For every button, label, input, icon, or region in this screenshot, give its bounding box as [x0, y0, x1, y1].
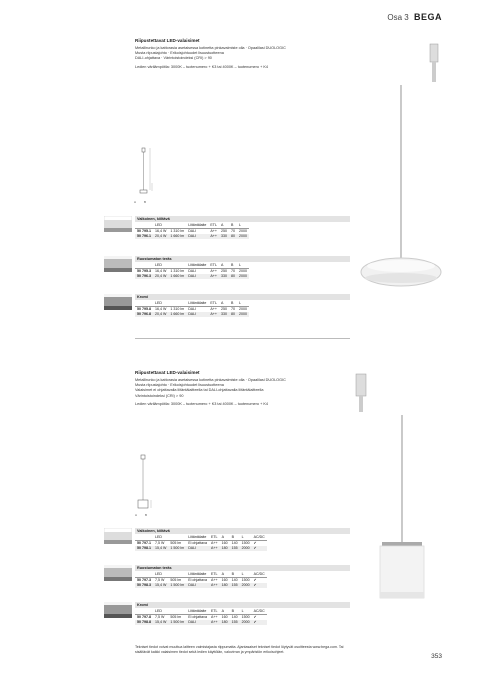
finish-swatch-chrome	[104, 602, 132, 618]
table-row: 50 797.8 7,5 W 505 lm Ei ohjattava A++ 160 140 1500 ✔	[137, 615, 257, 619]
variant-title: Valkoinen, kiiltävä	[135, 528, 350, 534]
spec-table: LED Liitäntälaite ETL A B L AC/DC 50 797.8 7,5 W 505 lm Ei ohjattava A++ 160 140 1500 ✔ 50 798.8 15,4 W 1 500 lm DALI A++ 180 155 2000 ✔	[137, 609, 265, 624]
product-block-1	[135, 38, 350, 69]
finish-swatch-chrome	[104, 294, 132, 310]
table-row: 50 797.1 7,5 W 505 lm Ei ohjattava A++ 160 140 1500 ✔	[137, 541, 257, 545]
variant-title: Ruostumaton teräs	[135, 565, 350, 571]
section-label: Osa 3	[387, 13, 409, 22]
svg-text:B: B	[145, 513, 148, 517]
footer-disclaimer: Tekniset tiedot voivat muuttua laitteen valmistajasta riippumatta. Ajantasaiset tekniset tiedot löytyvät osoitteesta www.bega.com. Tai sisältävät kaikki valaisimen tiedot sekä ledien käyttöiän, valovirran ja ympäristön erikoisohjeet.	[135, 645, 344, 654]
spec-table: LED Liitäntälaite ETL A B L AC/DC 50 797.1 7,5 W 505 lm Ei ohjattava A++ 160 140 1500 ✔ 50 798.1 15,4 W 1 500 lm DALI A++ 180 155 2000 ✔	[137, 535, 265, 550]
product-description: Metallirunko ja kattorasia asetaisessa kotinetta pinkavalmiste olla · Opaalilasi DUOLOGIC Musta riipustajohto · Erikoisjohtuudet lisuustuotteena DALI-ohjattava · Värintoistoindeksi (CRI) > 90	[135, 46, 286, 61]
table-row: 50 795.3 16,4 W 1 310 lm DALI A++ 250 70 2000	[137, 269, 247, 273]
product-block-2	[135, 370, 350, 406]
variant-title: Kromi	[135, 294, 350, 300]
table-row: 50 795.1 16,4 W 1 310 lm DALI A++ 250 70 2000	[137, 229, 247, 233]
svg-text:A: A	[135, 513, 138, 517]
finish-swatch-steel	[104, 565, 132, 581]
spec-table: LED Liitäntälaite ETL A B L AC/DC 50 797.3 7,5 W 505 lm Ei ohjattava A++ 160 140 1500 ✔ 50 798.3 15,4 W 1 500 lm DALI A++ 180 155 2000 ✔	[137, 572, 265, 587]
svg-text:A: A	[134, 200, 137, 204]
brand-logo: BEGA	[413, 12, 442, 22]
table-row: 50 798.8 15,4 W 1 500 lm DALI A++ 180 155 2000 ✔	[135, 620, 267, 625]
table-row: 50 796.1 20,4 W 1 660 lm DALI A++ 330 80 2000	[137, 234, 247, 238]
dimension-drawing-1	[128, 145, 168, 210]
product-title: Riipustettavat LED-valaisimet	[135, 370, 200, 375]
table-row: 50 798.1 15,4 W 1 500 lm DALI A++ 180 155 2000 ✔	[135, 546, 267, 551]
product-description: Metallirunko ja kattorasia asetaisessa kotinetta pinkavalmiste olla · Opaalilasi DUOLOGIC Musta riipustajohto · Erikoisjohtuudet lisuustuotteena Valaisimet ei ohjattavalla liitäntälaitteella tai DALI-ohjattavalla liitäntälaitteella Värintoistoindeksi (CRI) > 90	[135, 378, 286, 398]
page-header	[387, 12, 442, 22]
spec-table: LED Liitäntälaite ETL A B L 50 795.8 16,4 W 1 310 lm DALI A++ 250 70 2000 50 796.8 20,4 W 1 660 lm DALI A++ 330 80 2000	[137, 301, 247, 316]
pendant-photo-1	[352, 40, 452, 305]
table-row: 50 795.8 16,4 W 1 310 lm DALI A++ 250 70 2000	[137, 307, 247, 311]
pendant-photo-2	[352, 370, 452, 645]
table-row: 50 796.3 20,4 W 1 660 lm DALI A++ 330 80 2000	[137, 274, 247, 278]
table-row: 50 797.3 7,5 W 505 lm Ei ohjattava A++ 160 140 1500 ✔	[137, 578, 257, 582]
variant-title: Ruostumaton teräs	[135, 256, 350, 262]
variant-title: Valkoinen, kiiltävä	[135, 216, 350, 222]
spec-table: LED Liitäntälaite ETL A B L 50 795.3 16,4 W 1 310 lm DALI A++ 250 70 2000 50 796.3 20,4 W 1 660 lm DALI A++ 330 80 2000	[137, 263, 247, 278]
dimension-drawing-2	[128, 452, 168, 522]
table-row: 50 796.8 20,4 W 1 660 lm DALI A++ 330 80 2000	[137, 312, 247, 316]
spec-table: LED Liitäntälaite ETL A B L 50 795.1 16,4 W 1 310 lm DALI A++ 250 70 2000 50 796.1 20,4 W 1 660 lm DALI A++ 330 80 2000	[137, 223, 247, 238]
variant-title: Kromi	[135, 602, 350, 608]
color-temperature-note: Ledien värilämpötila: 3000K – tuotenumero + K3 tai 4000K – tuotenumero + K4	[135, 401, 268, 406]
product-title: Riipustettavat LED-valaisimet	[135, 38, 200, 43]
color-temperature-note: Ledien värilämpötila: 3000K – tuotenumero + K3 tai 4000K – tuotenumero + K4	[135, 64, 268, 69]
finish-swatch-white	[104, 216, 132, 232]
finish-swatch-white	[104, 528, 132, 544]
section-divider	[135, 338, 350, 339]
page-number: 353	[431, 653, 442, 660]
finish-swatch-steel	[104, 256, 132, 272]
svg-text:B: B	[144, 200, 147, 204]
table-row: 50 798.3 15,4 W 1 500 lm DALI A++ 180 155 2000 ✔	[135, 583, 267, 588]
